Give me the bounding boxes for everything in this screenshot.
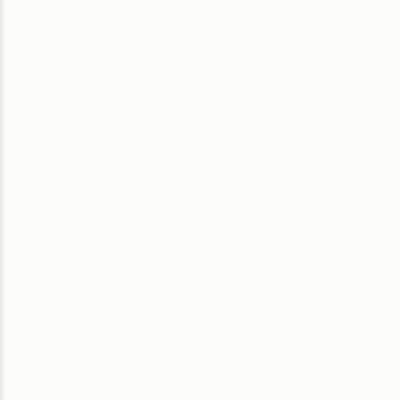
text-column — [36, 0, 386, 6]
page-edge-shadow — [0, 0, 6, 400]
